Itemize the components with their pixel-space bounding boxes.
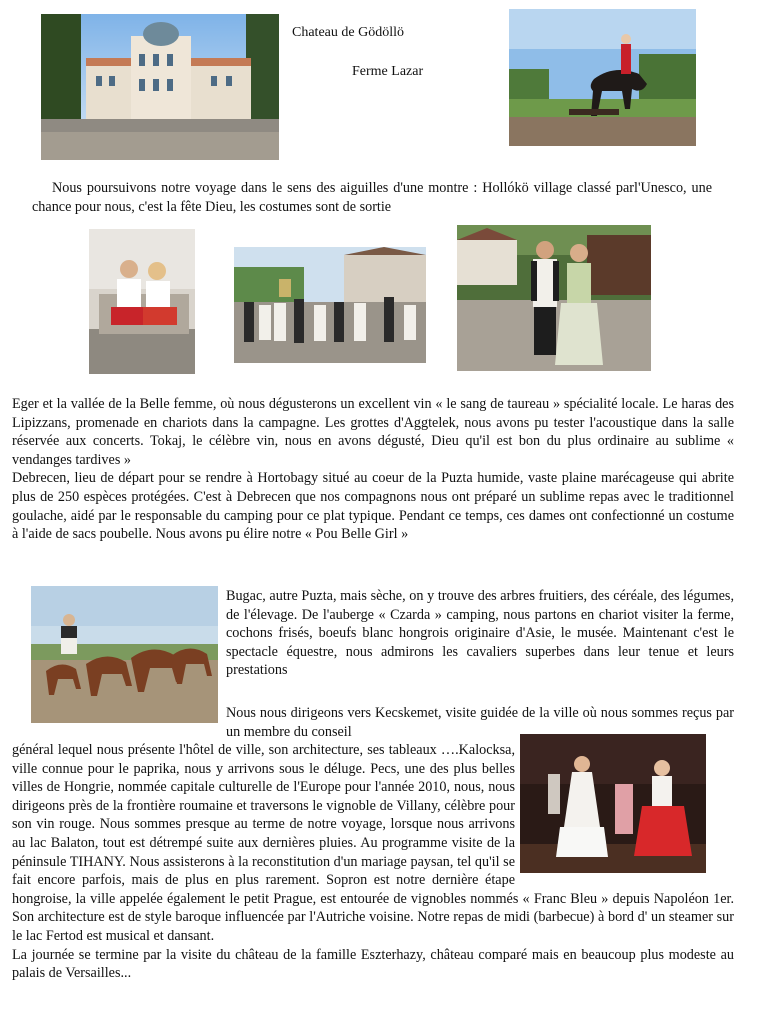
- palace-photo: [41, 14, 279, 160]
- costumed-couple-photo: [457, 225, 651, 371]
- dancers-photo-spacer: [515, 741, 734, 873]
- intro-paragraph: Nous poursuivons notre voyage dans le sens des aiguilles d'une montre : Hollókö village classé parl'Unesco, une chance pour nous, c'est la fête Dieu, les costumes sont de sortie: [32, 180, 712, 215]
- children-costumes-photo: [89, 229, 195, 374]
- paragraph-debrecen: Debrecen, lieu de départ pour se rendre à Hortobagy situé au coeur de la Puzta humide, vaste plaine marécageuse qui abrite plus de 250 espèces protégées. C'est à Debrecen que nos compagnons nous ont préparé un sublime repas avec le traditionnel goulache, aidé par le responsable du camping pour ce plat typique. Pendant ce temps, ces dames ont confectionné un costume à l'aide de sacs poubelle. Nous avons pu élire notre « Pou Belle Girl »: [12, 470, 734, 543]
- horse-rider-photo: [509, 9, 696, 146]
- caption-ferme: Ferme Lazar: [352, 64, 424, 79]
- paragraph-eger: Eger et la vallée de la Belle femme, où nous dégusterons un excellent vin « le sang de taureau » spécialité locale. Le haras des Lipizzans, promenade en chariots dans la campagne. Les grottes d'Aggtelek, nous avons pu tester l'acoustique dans la salle réservée aux concerts. Tokaj, le célèbre vin, nous en avons dégusté, Dieu qu'il est bon du plus ordinaire au sublime « vendanges tardives »: [12, 396, 734, 468]
- procession-photo: [234, 247, 426, 363]
- caption-chateau: Chateau de Gödöllö: [292, 25, 404, 40]
- horse-team-photo: [31, 586, 218, 723]
- paragraph-kecskemet-start: Nous nous dirigeons vers Kecskemet, visite guidée de la ville où nous sommes reçus par un membre du conseil: [226, 705, 734, 740]
- paragraph-bugac: Bugac, autre Puzta, mais sèche, on y trouve des arbres fruitiers, des céréale, des légumes, de l'élevage. De l'auberge « Czarda » camping, nous partons en chariot visiter la ferme, cochons frisés, boeufs blanc hongrois originaire d'Asie, le musée. Maintenant c'est le spectacle équestre, nous admirons les cavaliers superbes dans leur tenue et leurs prestations: [226, 588, 734, 679]
- paragraph-kecskemet: général lequel nous présente l'hôtel de ville, son architecture, ses tableaux ….Kalocksa, ville connue pour le paprika, nous y arrivons sous le déluge. Pecs, une des plus belles villes de Hongrie, nommée capitale culturelle de l'Europe pour l'année 2010, nous, nous dirigeons près de la frontière roumaine et traversons le vignoble de Villany, célèbre pour son vin rouge. Nous sommes presque au terme de notre voyage, lorsque nous arrivons au lac Balaton, tout est détrempé suite aux dernières pluies. Au programme visite de la péninsule TIHANY. Nous assisterons à la reconstitution d'un mariage paysan, tel qu'il se fait encore parfois, mais de plus en plus rarement. Sopron est notre dernière étape hongroise, la ville appelée également le petit Prague, est entourée de vignobles nommés « Franc Bleu » depuis Napoléon 1er. Son architecture est de style baroque influencée par l'Autriche voisine. Notre repas de midi (barbecue) à bord d' un steamer sur le lac Fertod est musical et dansant.: [12, 742, 734, 944]
- paragraph-final: La journée se termine par la visite du château de la famille Eszterhazy, château comparé mais en beaucoup plus modeste au palais de Versailles...: [12, 946, 734, 982]
